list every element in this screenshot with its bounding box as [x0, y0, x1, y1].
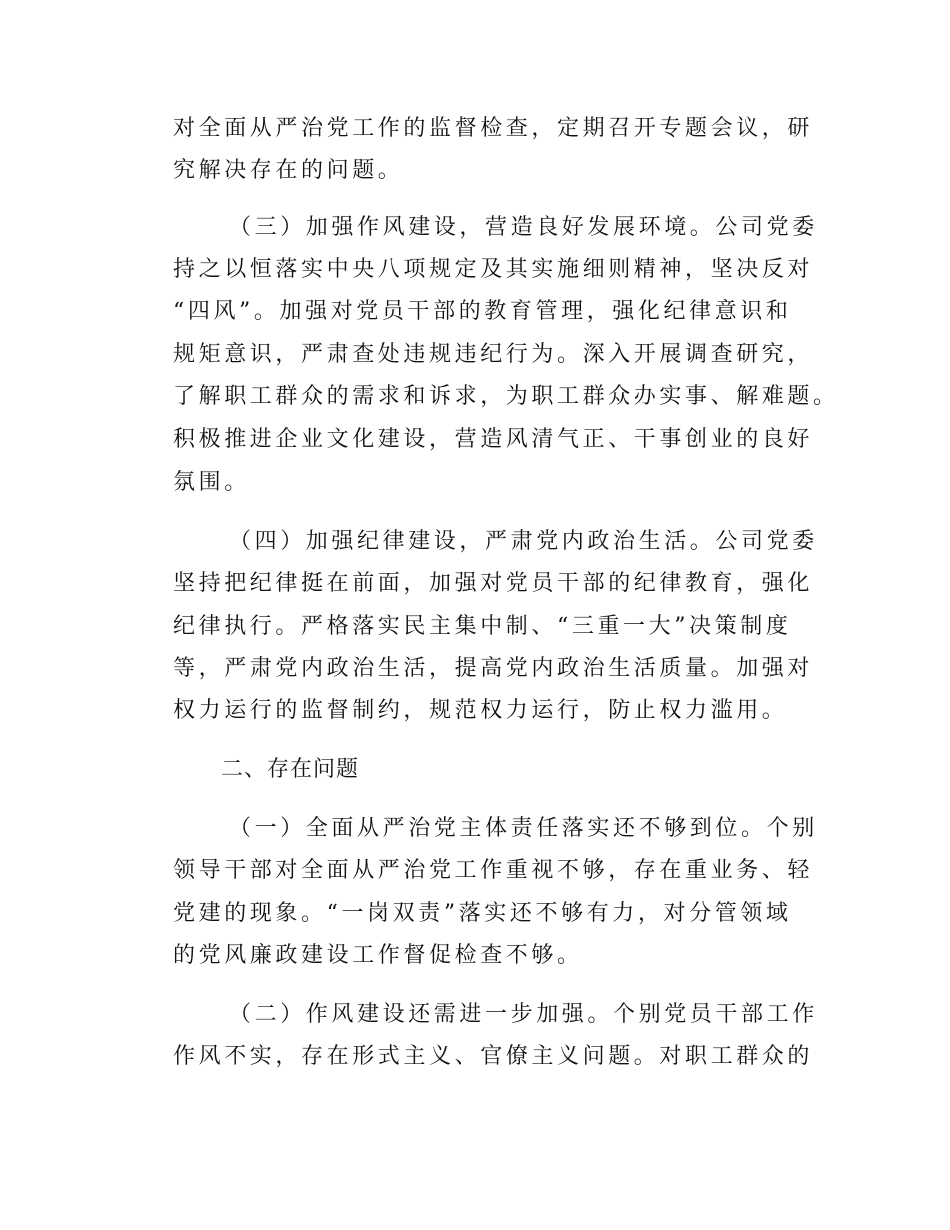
section-heading: 二、存在问题 — [221, 757, 360, 782]
body-text-line: 氛围。 — [173, 470, 250, 495]
body-text-line: （四）加强纪律建设，严肃党内政治生活。公司党委 — [229, 529, 818, 554]
body-text-line: 究解决存在的问题。 — [173, 158, 404, 183]
body-text-line: 坚持把纪律挺在前面，加强对党员干部的纪律教育，强化 — [173, 571, 814, 596]
body-text-line: （三）加强作风建设，营造良好发展环境。公司党委 — [229, 215, 818, 240]
body-text-line: 持之以恒落实中央八项规定及其实施细则精神，坚决反对 — [173, 257, 814, 282]
body-text-line: “四风”。加强对党员干部的教育管理，强化纪律意识和 — [173, 299, 792, 324]
body-text-line: 对全面从严治党工作的监督检查，定期召开专题会议，研 — [173, 116, 814, 141]
body-text-line: 规矩意识，严肃查处违规违纪行为。深入开展调查研究， — [173, 342, 814, 367]
body-text-line: 纪律执行。严格落实民主集中制、“三重一大”决策制度 — [173, 614, 792, 639]
body-text-line: （一）全面从严治党主体责任落实还不够到位。个别 — [229, 816, 818, 841]
body-text-line: 积极推进企业文化建设，营造风清气正、干事创业的良好 — [173, 427, 814, 452]
body-text-line: 作风不实，存在形式主义、官僚主义问题。对职工群众的 — [173, 1044, 814, 1069]
body-text-line: 领导干部对全面从严治党工作重视不够，存在重业务、轻 — [173, 858, 814, 883]
body-text-line: 党建的现象。“一岗双责”落实还不够有力，对分管领域 — [173, 901, 792, 926]
body-text-line: （二）作风建设还需进一步加强。个别党员干部工作 — [229, 1002, 818, 1027]
body-text-line: 的党风廉政建设工作督促检查不够。 — [173, 943, 583, 968]
body-text-line: 了解职工群众的需求和诉求，为职工群众办实事、解难题。 — [173, 384, 839, 409]
body-text-line: 等，严肃党内政治生活，提高党内政治生活质量。加强对 — [173, 656, 814, 681]
body-text-line: 权力运行的监督制约，规范权力运行，防止权力滥用。 — [173, 698, 788, 723]
